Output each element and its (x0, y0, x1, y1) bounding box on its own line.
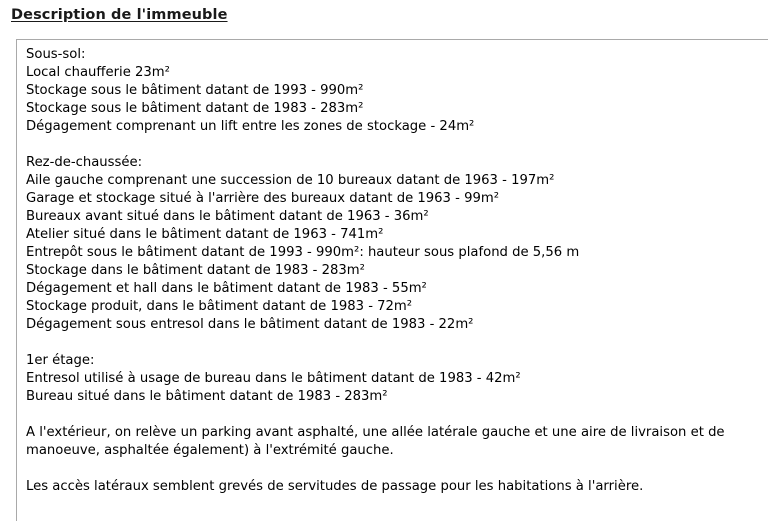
list-item: Dégagement sous entresol dans le bâtiment datant de 1983 - 22m² (26, 317, 474, 332)
list-item: Entrepôt sous le bâtiment datant de 1993 - 990m²: hauteur sous plafond de 5,56 m (26, 245, 580, 260)
list-item: Aile gauche comprenant une succession de 10 bureaux datant de 1963 - 197m² (26, 173, 555, 188)
list-item: Dégagement et hall dans le bâtiment datant de 1983 - 55m² (26, 281, 427, 296)
section-heading: Sous-sol: (26, 47, 86, 62)
section-sous-sol (26, 46, 768, 136)
list-item: Entresol utilisé à usage de bureau dans le bâtiment datant de 1983 - 42m² (26, 371, 521, 386)
description-content (26, 46, 768, 514)
list-item: Stockage produit, dans le bâtiment datant de 1983 - 72m² (26, 299, 413, 314)
exterior-paragraph: A l'extérieur, on relève un parking avant asphalté, une allée latérale gauche et une aire de livraison et de manoeuve, asphaltée également) à l'extrémité gauche. (26, 425, 725, 458)
access-paragraph: Les accès latéraux semblent grevés de servitudes de passage pour les habitations à l'arrière. (26, 479, 644, 494)
section-heading: Rez-de-chaussée: (26, 155, 143, 170)
description-box (16, 39, 768, 521)
list-item: Dégagement comprenant un lift entre les zones de stockage - 24m² (26, 119, 475, 134)
list-item: Garage et stockage situé à l'arrière des bureaux datant de 1963 - 99m² (26, 191, 499, 206)
list-item: Bureaux avant situé dans le bâtiment datant de 1963 - 36m² (26, 209, 429, 224)
list-item: Atelier situé dans le bâtiment datant de 1963 - 741m² (26, 227, 384, 242)
section-1er-etage (26, 352, 768, 406)
list-item: Local chaufferie 23m² (26, 65, 170, 80)
list-item: Bureau situé dans le bâtiment datant de 1983 - 283m² (26, 389, 388, 404)
section-rez-de-chaussee (26, 154, 768, 334)
section-heading: 1er étage: (26, 353, 95, 368)
list-item: Stockage sous le bâtiment datant de 1993 - 990m² (26, 83, 364, 98)
page-title: Description de l'immeuble (11, 7, 228, 23)
list-item: Stockage dans le bâtiment datant de 1983 - 283m² (26, 263, 365, 278)
list-item: Stockage sous le bâtiment datant de 1983 - 283m² (26, 101, 364, 116)
